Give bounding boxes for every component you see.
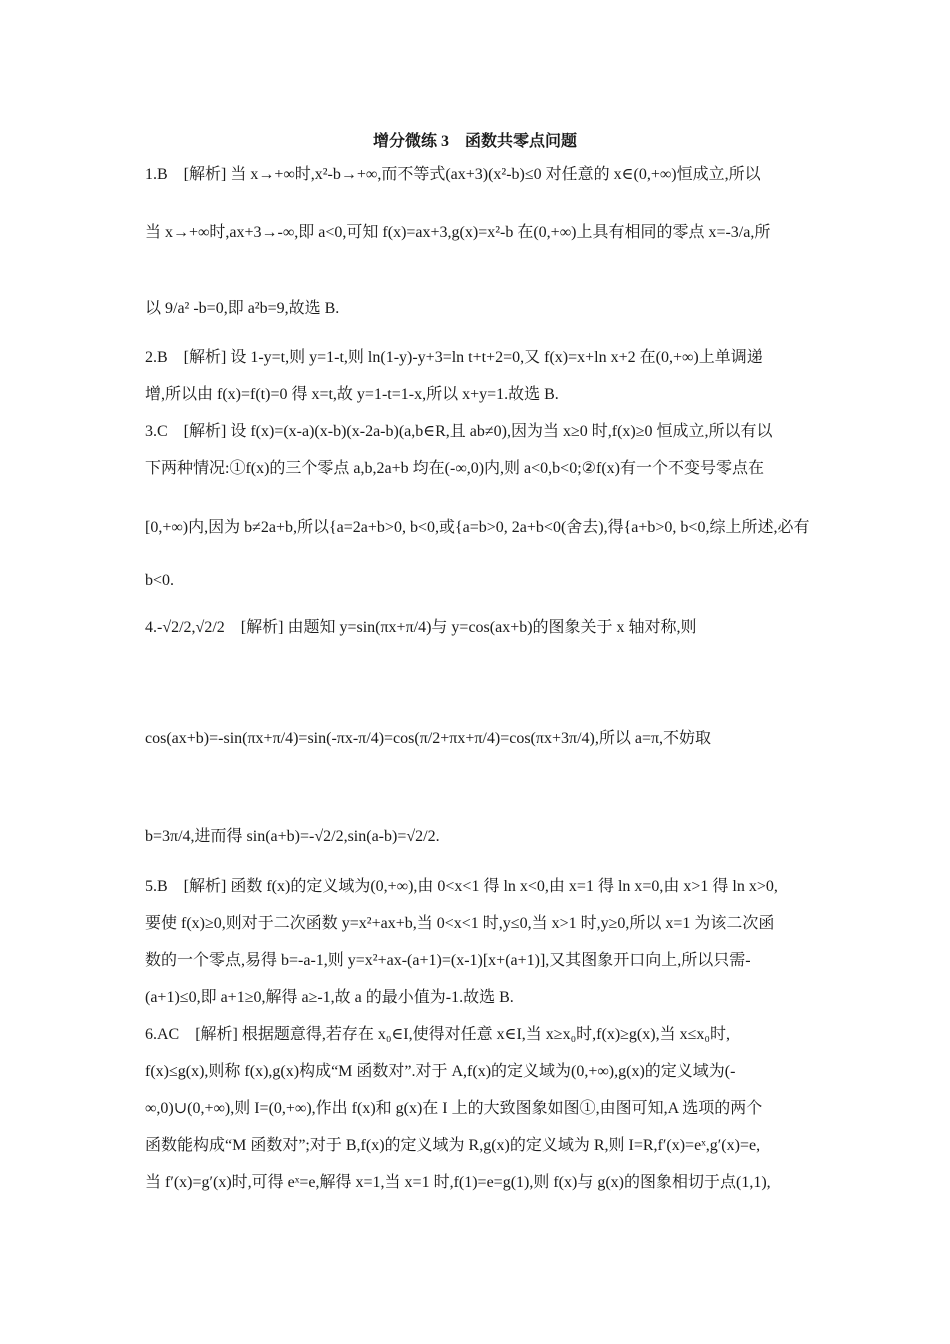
text-line: [0,+∞)内,因为 b≠2a+b,所以{a=2a+b>0, b<0,或{a=b>0, 2a+b<0(舍去),得{a+b>0, b<0,综上所述,必有 xyxy=(145,519,810,536)
text-line: 数的一个零点,易得 b=-a-1,则 y=x²+ax-(a+1)=(x-1)[x+(a+1)],又其图象开口向上,所以只需- xyxy=(145,952,751,969)
text-line: 以 9/a² -b=0,即 a²b=9,故选 B. xyxy=(145,300,340,317)
text-line: f(x)≤g(x),则称 f(x),g(x)构成“M 函数对”.对于 A,f(x)的定义域为(0,+∞),g(x)的定义域为(- xyxy=(145,1063,736,1080)
text-line: (a+1)≤0,即 a+1≥0,解得 a≥-1,故 a 的最小值为-1.故选 B. xyxy=(145,989,514,1006)
text-line: 2.B [解析] 设 1-y=t,则 y=1-t,则 ln(1-y)-y+3=ln t+t+2=0,又 f(x)=x+ln x+2 在(0,+∞)上单调递 xyxy=(145,349,763,366)
text-line: 6.AC [解析] 根据题意得,若存在 x₀∈I,使得对任意 x∈I,当 x≥x₀时,f(x)≥g(x),当 x≤x₀时, xyxy=(145,1026,730,1043)
text-line: 5.B [解析] 函数 f(x)的定义域为(0,+∞),由 0<x<1 得 ln x<0,由 x=1 得 ln x=0,由 x>1 得 ln x>0, xyxy=(145,878,778,895)
text-line: cos(ax+b)=-sin(πx+π/4)=sin(-πx-π/4)=cos(π/2+πx+π/4)=cos(πx+3π/4),所以 a=π,不妨取 xyxy=(145,730,712,747)
text-line: 下两种情况:①f(x)的三个零点 a,b,2a+b 均在(-∞,0)内,则 a<0,b<0;②f(x)有一个不变号零点在 xyxy=(145,460,764,477)
page-title: 增分微练 3 函数共零点问题 xyxy=(372,133,577,150)
text-line: 要使 f(x)≥0,则对于二次函数 y=x²+ax+b,当 0<x<1 时,y≤0,当 x>1 时,y≥0,所以 x=1 为该二次函 xyxy=(145,915,775,932)
text-line: 当 f′(x)=g′(x)时,可得 eˣ=e,解得 x=1,当 x=1 时,f(1)=e=g(1),则 f(x)与 g(x)的图象相切于点(1,1), xyxy=(145,1174,771,1191)
text-line: 函数能构成“M 函数对”;对于 B,f(x)的定义域为 R,g(x)的定义域为 R,则 I=R,f′(x)=eˣ,g′(x)=e, xyxy=(145,1137,761,1154)
text-line: 1.B [解析] 当 x→+∞时,x²-b→+∞,而不等式(ax+3)(x²-b)≤0 对任意的 x∈(0,+∞)恒成立,所以 xyxy=(145,166,761,183)
text-line: 当 x→+∞时,ax+3→-∞,即 a<0,可知 f(x)=ax+3,g(x)=x²-b 在(0,+∞)上具有相同的零点 x=-3/a,所 xyxy=(145,224,771,241)
text-line: ∞,0)∪(0,+∞),则 I=(0,+∞),作出 f(x)和 g(x)在 I 上的大致图象如图①,由图可知,A 选项的两个 xyxy=(145,1100,763,1117)
text-line: 3.C [解析] 设 f(x)=(x-a)(x-b)(x-2a-b)(a,b∈R,且 ab≠0),因为当 x≥0 时,f(x)≥0 恒成立,所以有以 xyxy=(145,423,773,440)
text-line: 增,所以由 f(x)=f(t)=0 得 x=t,故 y=1-t=1-x,所以 x+y=1.故选 B. xyxy=(145,386,559,403)
text-line: b=3π/4,进而得 sin(a+b)=-√2/2,sin(a-b)=√2/2. xyxy=(145,828,440,845)
text-line: b<0. xyxy=(145,572,175,589)
text-line: 4.-√2/2,√2/2 [解析] 由题知 y=sin(πx+π/4)与 y=cos(ax+b)的图象关于 x 轴对称,则 xyxy=(145,619,697,636)
